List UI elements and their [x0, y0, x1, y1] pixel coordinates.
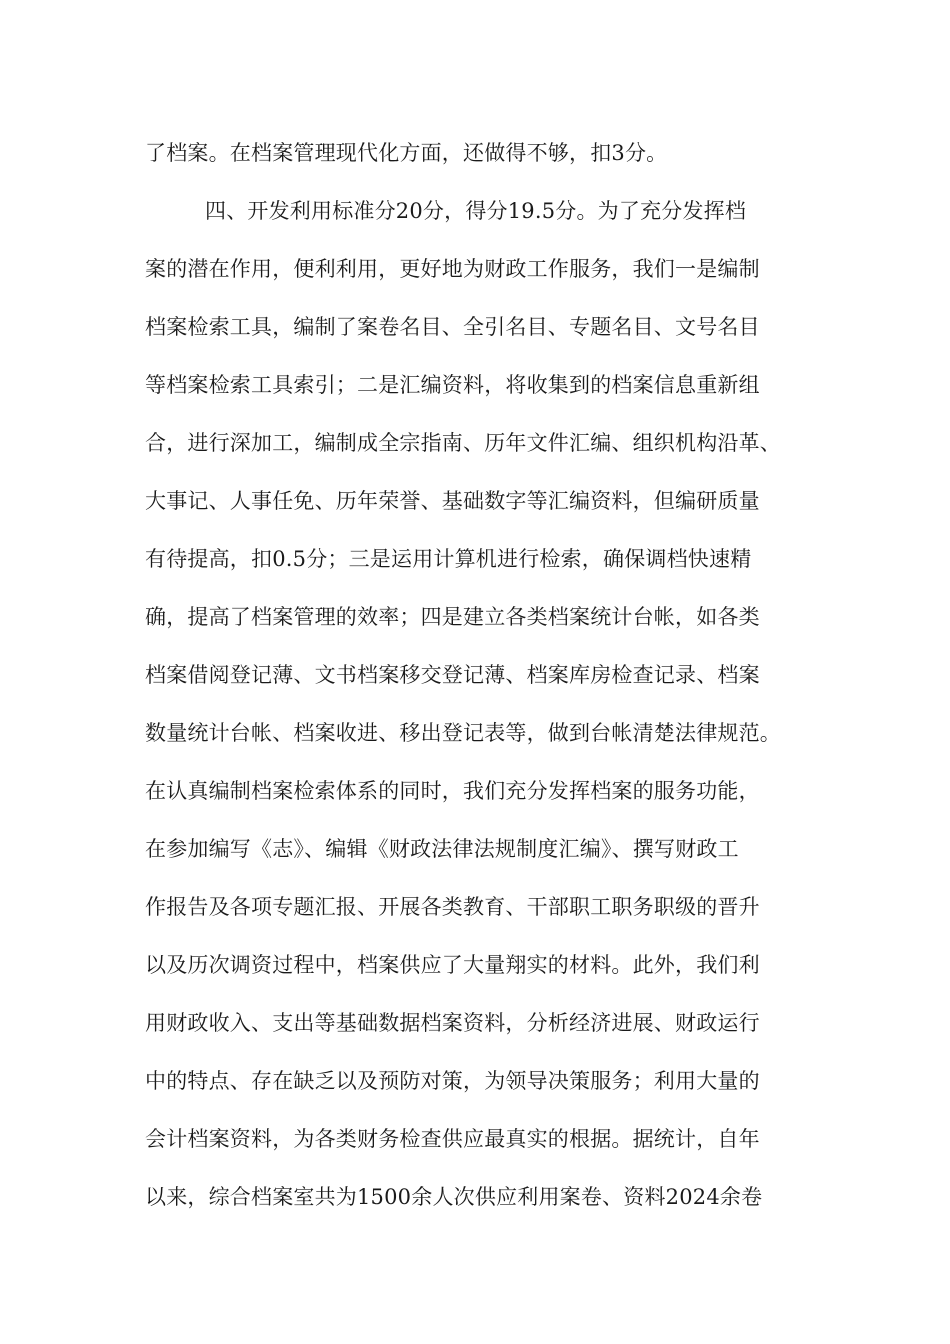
- text-line: 用财政收入、支出等基础数据档案资料，分析经济进展、财政运行: [145, 1011, 760, 1035]
- text-line: 档案借阅登记薄、文书档案移交登记薄、档案库房检查记录、档案: [145, 663, 760, 687]
- text-line: 案的潜在作用，便利利用，更好地为财政工作服务，我们一是编制: [145, 257, 760, 281]
- text-line: 大事记、人事任免、历年荣誉、基础数字等汇编资料，但编研质量: [145, 489, 760, 513]
- text-line: 以及历次调资过程中，档案供应了大量翔实的材料。此外，我们利: [145, 953, 760, 977]
- text-line: 在认真编制档案检索体系的同时，我们充分发挥档案的服务功能，: [145, 779, 760, 803]
- text-line: 了档案。在档案管理现代化方面，还做得不够，扣3分。: [145, 141, 668, 165]
- text-line: 档案检索工具，编制了案卷名目、全引名目、专题名目、文号名目: [145, 315, 760, 339]
- text-line: 作报告及各项专题汇报、开展各类教育、干部职工职务职级的晋升: [145, 895, 760, 919]
- text-line: 等档案检索工具索引；二是汇编资料，将收集到的档案信息重新组: [145, 373, 760, 397]
- text-line: 确，提高了档案管理的效率；四是建立各类档案统计台帐，如各类: [145, 605, 760, 629]
- text-line: 数量统计台帐、档案收进、移出登记表等，做到台帐清楚法律规范。: [145, 721, 781, 745]
- text-line: 合，进行深加工，编制成全宗指南、历年文件汇编、组织机构沿革、: [145, 431, 781, 455]
- paragraph-start-line: 四、开发利用标准分20分，得分19.5分。为了充分发挥档: [205, 199, 747, 223]
- text-line: 会计档案资料，为各类财务检查供应最真实的根据。据统计，自年: [145, 1127, 760, 1151]
- text-line: 在参加编写《志》、编辑《财政法律法规制度汇编》、撰写财政工: [145, 837, 739, 861]
- text-line: 中的特点、存在缺乏以及预防对策，为领导决策服务；利用大量的: [145, 1069, 760, 1093]
- text-line: 有待提高，扣0.5分；三是运用计算机进行检索，确保调档快速精: [145, 547, 752, 571]
- text-line: 以来，综合档案室共为1500余人次供应利用案卷、资料2024余卷: [145, 1185, 763, 1209]
